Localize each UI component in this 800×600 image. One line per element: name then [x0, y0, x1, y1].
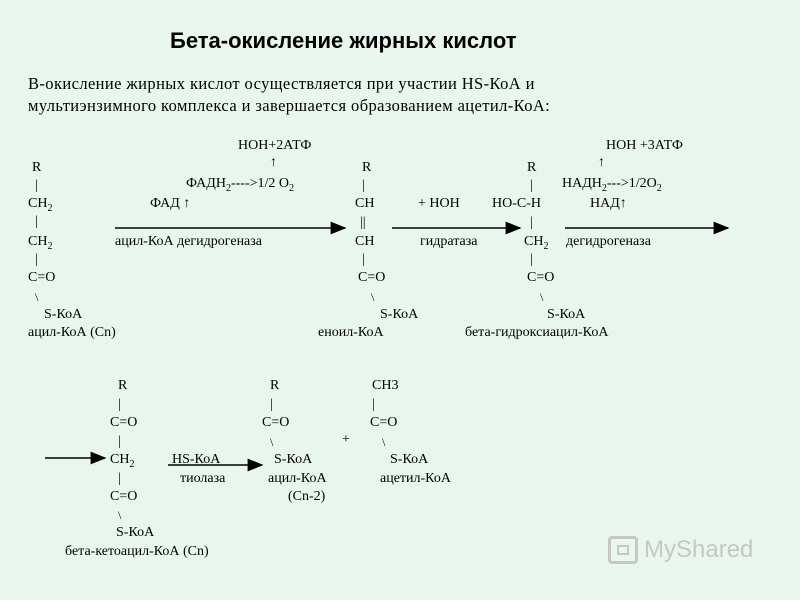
acetyl-bond-2: \: [382, 435, 386, 449]
hydroxy-skoa: S-КоА: [547, 307, 586, 322]
prod-acyl-skoa: S-КоА: [274, 452, 313, 467]
enzyme-acyl-dehydrogenase: ацил-КоА дегидрогеназа: [115, 234, 263, 249]
hydroxy-bond-2: |: [530, 215, 533, 230]
enoyl-bond-2: |: [362, 252, 365, 267]
up-arrow-icon: ↑: [598, 155, 605, 170]
keto-skoa: S-КоА: [116, 525, 155, 540]
enzyme-thiolase: тиолаза: [180, 471, 226, 486]
keto-bond-1: |: [118, 397, 121, 412]
prod-acyl-co: C=O: [262, 415, 290, 430]
acyl-bond-4: \: [35, 290, 39, 304]
keto-bond-2: |: [118, 434, 121, 449]
acyl-bond-2: |: [35, 214, 38, 229]
hydroxy-bond-1: |: [530, 178, 533, 193]
hydroxy-ch2: $CH_2$: [524, 234, 549, 252]
enzyme-hydratase: гидратаза: [420, 234, 478, 249]
acetyl-bond-1: |: [372, 397, 375, 412]
keto-co-2: C=O: [110, 489, 138, 504]
acyl-r: R: [32, 160, 42, 175]
enzyme-dehydrogenase: дегидрогеназа: [566, 234, 651, 249]
enoyl-bond-1: |: [362, 178, 365, 193]
keto-r: R: [118, 378, 128, 393]
acyl-skoa: S-КоА: [44, 307, 83, 322]
hydroxy-co: C=O: [527, 270, 555, 285]
enoyl-double-bond: ||: [360, 215, 366, 230]
nadh-label: $НАДН_2--->1/2О_2$: [562, 176, 662, 194]
enoyl-skoa: S-КоА: [380, 307, 419, 322]
up-arrow-icon: ↑: [270, 155, 277, 170]
acyl-co: C=O: [28, 270, 56, 285]
acyl-ch2-1: $CH_2$: [28, 196, 53, 214]
hydroxy-r: R: [527, 160, 537, 175]
enoyl-co: C=O: [358, 270, 386, 285]
acyl-bond-3: |: [35, 252, 38, 267]
page-title: Бета-окисление жирных кислот: [170, 28, 517, 53]
ketoacyl-coa-label: бета-кетоацил-КоА (Cn): [65, 544, 209, 559]
hydroxyacyl-coa-label: бета-гидроксиацил-КоА: [465, 325, 609, 340]
enoyl-r: R: [362, 160, 372, 175]
intro-line-1: В-окисление жирных кислот осуществляется при участии HS-КоА и: [28, 74, 535, 93]
prod-acyl-chain: (Cn-2): [288, 489, 326, 504]
prod-acyl-r: R: [270, 378, 280, 393]
intro-line-2: мультиэнзимного комплекса и завершается образованием ацетил-КоА:: [28, 96, 551, 115]
acetyl-co: C=O: [370, 415, 398, 430]
acyl-ch2-2: $CH_2$: [28, 234, 53, 252]
presentation-icon: [608, 536, 638, 564]
plus-sign: +: [342, 432, 350, 447]
keto-ch2: $CH_2$: [110, 452, 135, 470]
hydroxy-bond-3: |: [530, 252, 533, 267]
hs-koa-label: HS-КоА: [172, 452, 221, 467]
keto-bond-4: \: [118, 508, 122, 522]
enoyl-bond-3: \: [371, 290, 375, 304]
step1-top-label: НОН+2АТФ: [238, 138, 312, 153]
up-arrow-icon: ↑: [183, 196, 191, 211]
water-label: + НОН: [418, 196, 460, 211]
up-arrow-icon: ↑: [619, 196, 627, 211]
prod-acyl-coa-label: ацил-КоА: [268, 471, 327, 486]
enoyl-coa-label: еноил-КоА: [318, 325, 384, 340]
hydroxy-bond-4: \: [540, 290, 544, 304]
enoyl-ch-2: CH: [355, 234, 375, 249]
myshared-logo: [608, 536, 753, 564]
keto-co-1: C=O: [110, 415, 138, 430]
step3-top-label: НОН +3АТФ: [606, 138, 683, 153]
acyl-coa-label: ацил-КоА (Cn): [28, 325, 116, 340]
fad-label: ФАД ↑: [150, 196, 191, 211]
acyl-bond-1: |: [35, 178, 38, 193]
keto-bond-3: |: [118, 471, 121, 486]
acetyl-ch3: CH3: [372, 378, 399, 393]
acetyl-coa-label: ацетил-КоА: [380, 471, 451, 486]
fadh2-label: $ФАДН_2---->1/2$ $О_2$: [186, 176, 294, 194]
enoyl-ch-1: CH: [355, 196, 375, 211]
acetyl-skoa: S-КоА: [390, 452, 429, 467]
prod-acyl-bond-2: \: [270, 435, 274, 449]
hydroxy-hoch: НО-С-Н: [492, 196, 541, 211]
nad-label: НАД↑: [590, 196, 627, 211]
prod-acyl-bond-1: |: [270, 397, 273, 412]
logo-text: MyShared: [644, 536, 754, 563]
